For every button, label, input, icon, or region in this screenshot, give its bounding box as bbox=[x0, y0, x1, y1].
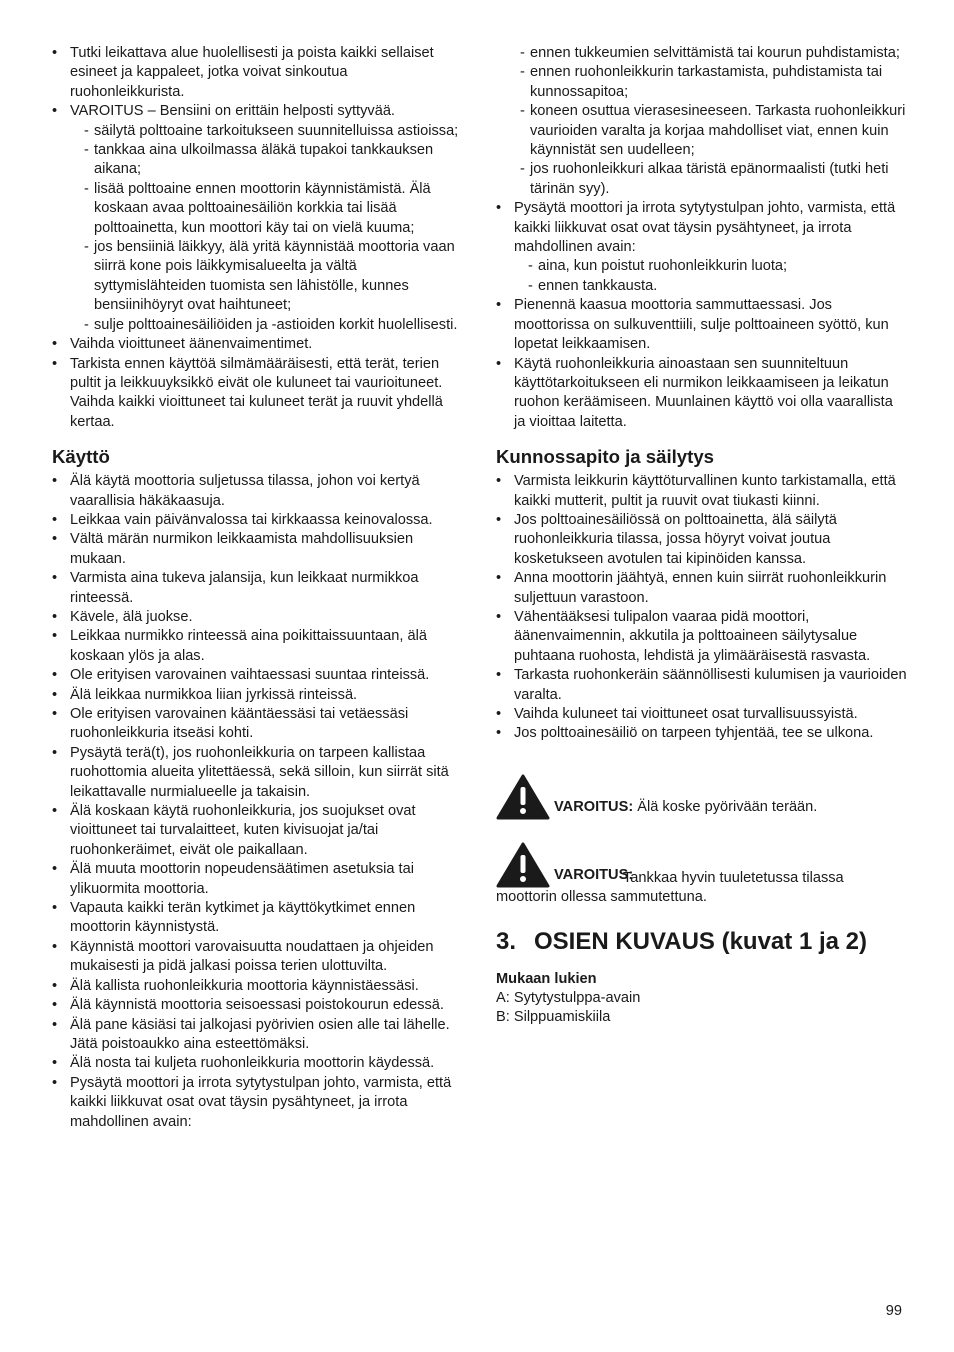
list-item: • Älä koskaan käytä ruohonleikkuria, jos suojukset ovat vioittuneet tai turvalaitteet, kuten kivisuojat ja/tai ruohonkeräimet, eivät ole paikallaan. bbox=[52, 802, 460, 860]
list-item: • Varmista aina tukeva jalansija, kun leikkaat nurmikkoa rinteessä. bbox=[52, 569, 460, 608]
warning-triangle-icon bbox=[496, 774, 550, 820]
sublist-item: - ennen ruohonleikkurin tarkastamista, puhdistamista tai kunnossapitoa; bbox=[520, 63, 908, 102]
sublist-item: - tankkaa aina ulkoilmassa äläkä tupakoi tankkauksen aikana; bbox=[84, 141, 460, 180]
warning-refuel bbox=[496, 842, 908, 908]
warning-message: Älä koske pyörivään terään. bbox=[637, 799, 818, 816]
right-column bbox=[496, 44, 908, 1028]
list-item: • Älä leikkaa nurmikkoa liian jyrkissä rinteissä. bbox=[52, 686, 460, 705]
list-item bbox=[496, 199, 908, 296]
section-title-maintenance: Kunnossapito ja säilytys bbox=[496, 446, 715, 468]
list-item: • Käytä ruohonleikkuria ainoastaan sen suunniteltuun käyttötarkoitukseen eli nurmikon leikkaamiseen ja leikatun ruohon keräämiseen. Muunlainen käyttö voi olla vaarallista ja vioittaa laitetta. bbox=[496, 355, 908, 433]
list-item: • Vaihda kuluneet tai vioittuneet osat turvallisuussyistä. bbox=[496, 705, 908, 724]
left-column bbox=[52, 44, 460, 1132]
sublist-item: - ennen tukkeumien selvittämistä tai kourun puhdistamista; bbox=[520, 44, 908, 63]
maintenance-list bbox=[496, 472, 908, 744]
list-item bbox=[52, 102, 460, 335]
list-item: • Vähentääksesi tulipalon vaaraa pidä moottori, äänenvaimennin, akkutila ja polttoaineen säilytysalue puhtaana ruohosta, lehdistä ja ylimääräisestä rasvasta. bbox=[496, 608, 908, 666]
sublist-item: - koneen osuttua vierasesineeseen. Tarkasta ruohonleikkuri vaurioiden varalta ja korjaa mahdolliset viat, ennen kuin käynnistät sen uudelleen; bbox=[520, 102, 908, 160]
list-item: • Älä muuta moottorin nopeudensäätimen asetuksia tai ylikuormita moottoria. bbox=[52, 860, 460, 899]
list-item: • Älä käynnistä moottoria seisoessasi poistokourun edessä. bbox=[52, 996, 460, 1015]
stop-conditions-sublist bbox=[496, 44, 908, 199]
list-item: • Älä pane käsiäsi tai jalkojasi pyörivien osien alle tai lähelle. Jätä poistoaukko aina esteettömäksi. bbox=[52, 1016, 460, 1055]
warning-triangle-icon bbox=[496, 842, 550, 888]
list-item: • Tarkasta ruohonkeräin säännöllisesti kulumisen ja vaurioiden varalta. bbox=[496, 666, 908, 705]
list-item-text: Pysäytä moottori ja irrota sytytystulpan johto, varmista, että kaikki liikkuvat osat ovat täysin pysähtyneet, ja irrota mahdollinen avain: bbox=[514, 200, 896, 256]
list-item: • Tutki leikattava alue huolellisesti ja poista kaikki sellaiset esineet ja kappaleet, jotka voivat sinkoutua ruohonleikkurista. bbox=[52, 44, 460, 102]
safety-list-1 bbox=[52, 44, 460, 432]
page-number: 99 bbox=[885, 1303, 902, 1319]
warning-message: Tankkaa hyvin tuuletetussa tilassa moottorin ollessa sammutettuna. bbox=[496, 869, 844, 906]
sublist-item: - jos ruohonleikkuri alkaa täristä epänormaalisti (tutki heti tärinän syy). bbox=[520, 160, 908, 199]
warning-row bbox=[496, 774, 908, 820]
list-item: • Pienennä kaasua moottoria sammuttaessasi. Jos moottorissa on sulkuventtiili, sulje polttoaineen syöttö, kun lopetat leikkaamisen. bbox=[496, 296, 908, 354]
sublist-item: - ennen tankkausta. bbox=[528, 277, 908, 296]
list-item-text: VAROITUS – Bensiini on erittäin helposti syttyvää. bbox=[70, 103, 395, 120]
list-item: • Varmista leikkurin käyttöturvallinen kunto tarkistamalla, että kaikki mutterit, pultit ja ruuvit ovat tiukasti kiinni. bbox=[496, 472, 908, 511]
sublist-item: - lisää polttoaine ennen moottorin käynnistämistä. Älä koskaan avaa polttoainesäiliön korkkia tai lisää polttoainetta, kun moottori käy tai on vielä kuuma; bbox=[84, 180, 460, 238]
list-item: • Leikkaa nurmikko rinteessä aina poikittaissuuntaan, älä koskaan ylös ja alas. bbox=[52, 627, 460, 666]
warning-label: VAROITUS: bbox=[554, 799, 634, 816]
list-item: • Vapauta kaikki terän kytkimet ja käyttökytkimet ennen moottorin käynnistystä. bbox=[52, 899, 460, 938]
usage-list bbox=[52, 472, 460, 1132]
list-item: • Älä nosta tai kuljeta ruohonleikkuria moottorin käydessä. bbox=[52, 1054, 460, 1073]
stop-sublist bbox=[514, 257, 908, 296]
chapter-heading: OSIEN KUVAUS (kuvat 1 ja 2) bbox=[534, 927, 867, 955]
warning-text bbox=[554, 866, 633, 887]
included-title: Mukaan lukien bbox=[496, 970, 597, 987]
included-item: B: Silppuamiskiila bbox=[496, 1009, 611, 1026]
list-item: • Pysäytä moottori ja irrota sytytystulpan johto, varmista, että kaikki liikkuvat osat ovat täysin pysähtyneet, ja irrota mahdollinen avain: bbox=[52, 1074, 460, 1132]
warning-label: VAROITUS: bbox=[554, 867, 634, 884]
sublist-item: - säilytä polttoaine tarkoitukseen suunnitelluissa astioissa; bbox=[84, 122, 460, 141]
list-item: • Kävele, älä juokse. bbox=[52, 608, 460, 627]
list-item: • Älä kallista ruohonleikkuria moottoria käynnistäessäsi. bbox=[52, 977, 460, 996]
warning-blade bbox=[496, 774, 908, 820]
chapter-title bbox=[496, 928, 908, 956]
list-item: • Ole erityisen varovainen kääntäessäsi tai vetäessäsi ruohonleikkuria itseäsi kohti. bbox=[52, 705, 460, 744]
sublist-item: - jos bensiiniä läikkyy, älä yritä käynnistää moottoria vaan siirrä kone pois läikkymisalueelta ja vältä syttymislähteiden tuomista sen lähistölle, kunnes bensiinihöyryt ovat haihtuneet; bbox=[84, 238, 460, 316]
chapter-number: 3. bbox=[496, 927, 517, 955]
list-item: • Tarkista ennen käyttöä silmämääräisesti, että terät, terien pultit ja leikkuuyksikkö eivät ole kuluneet tai vaurioituneet. Vaihda kaikki vioittuneet tai kuluneet terät ja ruuvit yhdellä kertaa. bbox=[52, 355, 460, 433]
fuel-sublist bbox=[70, 122, 460, 335]
warning-text bbox=[554, 798, 817, 819]
list-item: • Ole erityisen varovainen vaihtaessasi suuntaa rinteissä. bbox=[52, 666, 460, 685]
sublist-item: - aina, kun poistut ruohonleikkurin luota; bbox=[528, 257, 908, 276]
list-item: • Käynnistä moottori varovaisuutta noudattaen ja ohjeiden mukaisesti ja pidä jalkasi poissa terien ulottuvilta. bbox=[52, 938, 460, 977]
list-item: • Älä käytä moottoria suljetussa tilassa, johon voi kertyä vaarallisia häkäkaasuja. bbox=[52, 472, 460, 511]
list-item: • Leikkaa vain päivänvalossa tai kirkkaassa keinovalossa. bbox=[52, 511, 460, 530]
section-title-usage: Käyttö bbox=[52, 446, 110, 468]
list-item: • Pysäytä terä(t), jos ruohonleikkuria on tarpeen kallistaa ruohottomia alueita ylitettäessä, sekä silloin, kun siirrät sitä leikattavalle nurmialueelle ja takaisin. bbox=[52, 744, 460, 802]
sublist-item: - sulje polttoainesäiliöiden ja -astioiden korkit huolellisesti. bbox=[84, 316, 460, 335]
list-item: • Vältä märän nurmikon leikkaamista mahdollisuuksien mukaan. bbox=[52, 530, 460, 569]
included-item: A: Sytytystulppa-avain bbox=[496, 990, 641, 1007]
safety-list-2 bbox=[496, 199, 908, 432]
list-item: • Jos polttoainesäiliö on tarpeen tyhjentää, tee se ulkona. bbox=[496, 724, 908, 743]
list-item: • Jos polttoainesäiliössä on polttoainetta, älä säilytä ruohonleikkuria tilassa, jossa höyryt voivat joutua kosketukseen avotulen tai kipinöiden kanssa. bbox=[496, 511, 908, 569]
list-item: • Anna moottorin jäähtyä, ennen kuin siirrät ruohonleikkurin suljettuun varastoon. bbox=[496, 569, 908, 608]
list-item: • Vaihda vioittuneet äänenvaimentimet. bbox=[52, 335, 460, 354]
